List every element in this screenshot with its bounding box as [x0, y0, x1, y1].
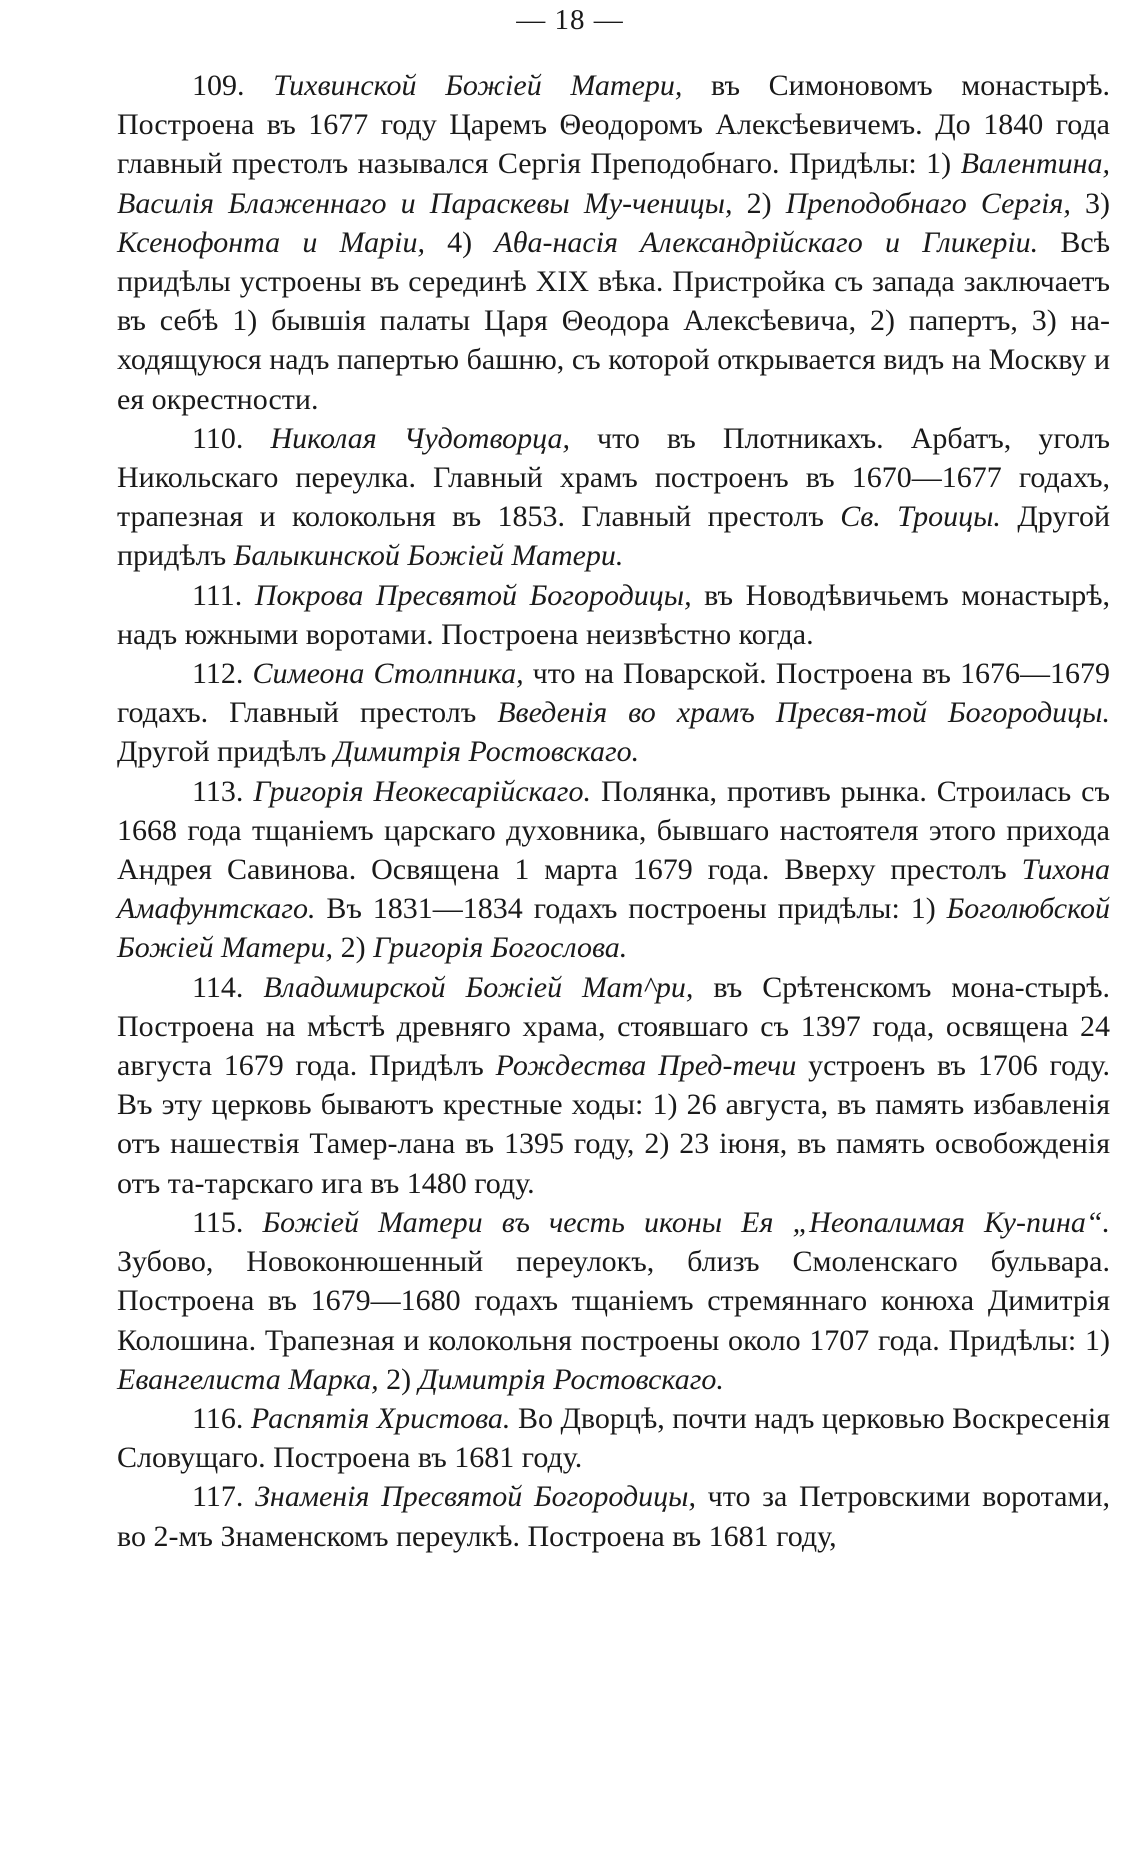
entry-text: устроенъ въ 1706 году. Въ эту церковь бываютъ крестные ходы: 1) 26 августа, въ память избавленія отъ нашествія Тамер-лана въ 1395 году, 2) 23 іюня, въ память освобожденія отъ та-тарскаго ига въ 1480 году. [117, 1049, 1110, 1200]
entry-number: 113. [192, 774, 244, 808]
entry-text: 3) [1070, 186, 1110, 220]
entry-text: въ Симоновомъ монастырѣ. Построена въ 1677 году Царемъ Θеодоромъ Алексѣевичемъ. До 1840 года главный престолъ назывался Сергія Преподобнаго. Придѣлы: 1) [117, 69, 1110, 181]
church-name: Тихвинской Божіей Матери, [273, 69, 683, 102]
church-name: Покрова Пресвятой Богородицы, [254, 578, 692, 612]
chapel-name: Димитрія Ростовскаго. [418, 1362, 724, 1396]
entry-text: что за Петровскими воротами, во 2-мъ Знаменскомъ переулкѣ. Построена въ 1681 году, [117, 1480, 1110, 1553]
entry-text: въ Новодѣвичьемъ монастырѣ, надъ южными воротами. Построена неизвѣстно когда. [117, 578, 1110, 651]
entry-text: 4) [424, 225, 495, 259]
entry-117 [117, 1477, 1110, 1555]
entry-text: Другой придѣлъ [117, 500, 1110, 573]
entry-text: Въ 1831—1834 годахъ построены придѣлы: 1) [315, 892, 947, 926]
chapel-name: Преподобнаго Сергія, [785, 186, 1071, 220]
chapel-name: Димитрія Ростовскаго. [333, 735, 640, 769]
entry-110 [117, 419, 1110, 576]
church-name: Распятія Христова. [250, 1401, 511, 1435]
entry-number: 111. [192, 578, 243, 612]
entry-text: 2) [378, 1362, 419, 1396]
chapel-name: Рождества Пред-течи [495, 1049, 797, 1083]
chapel-name: Григорія Богослова. [373, 931, 628, 965]
entry-text: что въ Плотникахъ. Арбатъ, уголъ Никольскаго переулка. Главный храмъ построенъ въ 1670—1677 годахъ, трапезная и колокольня въ 1853. Главный престолъ [117, 421, 1110, 534]
entry-number: 117. [192, 1480, 244, 1514]
page-body [117, 66, 1110, 1556]
altar-name: Тихона Амафунтскаго. [117, 853, 1110, 926]
entry-text: Всѣ придѣлы устроены въ серединѣ XIX вѣка. Пристройка съ запада заключаетъ въ себѣ 1) бывшія палаты Царя Θеодора Алексѣевича, 2) папертъ, 3) на-ходящуюся надъ папертью башню, съ которой открывается видъ на Москву и ея окрестности. [117, 225, 1110, 416]
entry-number: 116. [192, 1401, 244, 1435]
entry-111 [117, 576, 1110, 654]
entry-text: 2) [333, 931, 374, 965]
entry-text: Во Дворцѣ, почти надъ церковью Воскресенія Словущаго. Построена въ 1681 году. [117, 1401, 1111, 1475]
entry-text: Другой придѣлъ [117, 735, 334, 769]
church-name: Григорія Неокесарійскаго. [253, 774, 592, 808]
chapel-name: Ксенофонта и Маріи, [117, 225, 425, 259]
entry-number: 110. [192, 421, 244, 455]
chapel-name: Балыкинской Божіей Матери. [233, 539, 624, 573]
entry-number: 114. [192, 970, 244, 1004]
church-name: Николая Чудотворца, [270, 421, 570, 455]
chapel-name: Евангелиста Марка, [117, 1362, 379, 1396]
church-name: Знаменія Пресвятой Богородицы, [255, 1480, 696, 1514]
entry-115 [117, 1203, 1110, 1399]
chapel-name: Аθа-насія Александрійскаго и Гликеріи. [494, 225, 1039, 259]
chapel-name: Валентина, Василія Блаженнаго и Параскевы Му-ченицы, [117, 147, 1110, 220]
entry-116 [117, 1399, 1110, 1477]
entry-114 [117, 968, 1110, 1203]
entry-text: что на Поварской. Построена въ 1676—1679 годахъ. Главный престолъ [117, 657, 1111, 730]
entry-text: Полянка, противъ рынка. Строилась съ 1668 года тщаніемъ царскаго духовника, бывшаго настоятеля этого прихода Андрея Савинова. Освящена 1 марта 1679 года. Вверху престолъ [117, 774, 1111, 887]
page-number: — 18 — [516, 4, 624, 36]
chapel-name: Боголюбской Божіей Матери, [117, 892, 1110, 965]
entry-text: Зубово, Новоконюшенный переулокъ, близъ Смоленскаго бульвара. Построена въ 1679—1680 годахъ тщаніемъ стремяннаго конюха Димитрія Колошина. Трапезная и колокольня построены около 1707 года. Придѣлы: 1) [117, 1245, 1110, 1357]
church-name: Владимирской Божіей Мат^ри, [263, 970, 694, 1004]
altar-name: Св. Троицы. [840, 500, 1001, 534]
church-name: Божіей Матери въ честь иконы Ея „Неопалимая Ку-пина“. [262, 1205, 1111, 1239]
entry-text: 2) [732, 186, 786, 220]
altar-name: Введенія во храмъ Пресвя-той Богородицы. [497, 696, 1110, 730]
entry-109 [117, 66, 1110, 419]
entry-113 [117, 772, 1110, 968]
entry-text: въ Срѣтенскомъ мона-стырѣ. Построена на мѣстѣ древняго храма, стоявшаго съ 1397 года, освящена 24 августа 1679 года. Придѣлъ [117, 970, 1111, 1083]
entry-112 [117, 654, 1110, 772]
entry-number: 115. [192, 1205, 244, 1239]
entry-number: 109. [192, 69, 245, 102]
church-name: Симеона Столпника, [252, 657, 524, 691]
entry-number: 112. [192, 657, 244, 691]
